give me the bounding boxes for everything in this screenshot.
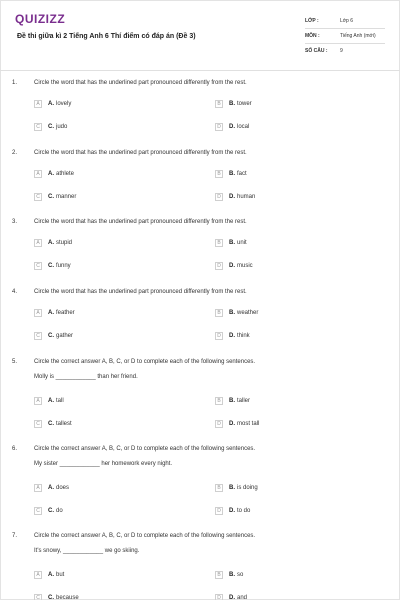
option-letter: A. <box>48 240 54 246</box>
option-letter: C. <box>48 421 54 427</box>
option-letter: C. <box>48 333 54 339</box>
answer-option[interactable] <box>34 483 69 493</box>
question-number: 2. <box>12 150 18 156</box>
question-prompt: Circle the correct answer A, B, C, or D to complete each of the following sentences. <box>34 533 256 539</box>
option-text: feather <box>56 310 75 316</box>
answer-option[interactable] <box>215 570 243 580</box>
answer-option[interactable] <box>34 261 71 271</box>
option-checkbox[interactable]: D <box>215 594 223 600</box>
question-number: 4. <box>12 289 18 295</box>
worksheet-title: Đề thi giữa kì 2 Tiếng Anh 6 Thí điểm có đáp án (Đề 3) <box>17 33 196 40</box>
question-prompt: Circle the word that has the underlined part pronounced differently from the rest. <box>34 219 247 225</box>
option-text: fact <box>237 171 247 177</box>
answer-option[interactable] <box>34 593 79 600</box>
option-checkbox[interactable]: A <box>34 100 42 108</box>
answer-option[interactable] <box>34 169 74 179</box>
question-sentence: My sister ____________ her homework every night. <box>34 461 173 467</box>
option-letter: C. <box>48 194 54 200</box>
worksheet-meta <box>305 14 385 58</box>
question-number: 7. <box>12 533 18 539</box>
option-checkbox[interactable]: D <box>215 262 223 270</box>
option-text: human <box>237 194 256 200</box>
option-checkbox[interactable]: C <box>34 594 42 600</box>
option-checkbox[interactable]: C <box>34 262 42 270</box>
option-checkbox[interactable]: C <box>34 332 42 340</box>
option-checkbox[interactable]: A <box>34 484 42 492</box>
answer-option[interactable] <box>215 261 253 271</box>
option-checkbox[interactable]: A <box>34 397 42 405</box>
option-letter: D. <box>229 124 235 130</box>
answer-option[interactable] <box>215 308 258 318</box>
option-letter: C. <box>48 508 54 514</box>
worksheet-header <box>0 0 400 70</box>
option-checkbox[interactable]: B <box>215 309 223 317</box>
meta-value: 9 <box>340 48 343 54</box>
question-block <box>0 446 400 518</box>
answer-option[interactable] <box>215 122 249 132</box>
question-block <box>0 219 400 273</box>
option-letter: C. <box>48 124 54 130</box>
meta-label: SỐ CÂU : <box>305 48 328 54</box>
answer-option[interactable] <box>34 419 72 429</box>
option-text: stupid <box>56 240 73 246</box>
option-checkbox[interactable]: B <box>215 571 223 579</box>
option-letter: A. <box>48 310 54 316</box>
answer-option[interactable] <box>34 308 75 318</box>
option-letter: A. <box>48 101 54 107</box>
option-text: funny <box>56 263 71 269</box>
header-divider <box>0 70 400 71</box>
option-letter: A. <box>48 171 54 177</box>
option-letter: C. <box>48 263 54 269</box>
option-checkbox[interactable]: C <box>34 507 42 515</box>
option-text: tall <box>56 398 64 404</box>
option-checkbox[interactable]: D <box>215 193 223 201</box>
question-prompt: Circle the word that has the underlined part pronounced differently from the rest. <box>34 150 247 156</box>
answer-option[interactable] <box>215 192 255 202</box>
answer-option[interactable] <box>215 169 247 179</box>
answer-option[interactable] <box>34 396 64 406</box>
option-checkbox[interactable]: C <box>34 123 42 131</box>
question-prompt: Circle the correct answer A, B, C, or D to complete each of the following sentences. <box>34 446 256 452</box>
quizizz-logo: QUIZIZZ <box>15 12 66 26</box>
option-checkbox[interactable]: B <box>215 397 223 405</box>
option-text: taller <box>237 398 251 404</box>
option-letter: C. <box>48 595 54 600</box>
option-letter: B. <box>229 485 235 491</box>
answer-option[interactable] <box>34 122 67 132</box>
option-letter: D. <box>229 595 235 600</box>
meta-row-count <box>305 44 385 58</box>
option-text: manner <box>56 194 77 200</box>
question-block <box>0 359 400 431</box>
option-text: to do <box>237 508 251 514</box>
option-text: does <box>56 485 70 491</box>
question-block <box>0 289 400 343</box>
option-checkbox[interactable]: A <box>34 309 42 317</box>
option-text: judo <box>56 124 68 130</box>
option-letter: D. <box>229 194 235 200</box>
meta-label: MÔN : <box>305 33 320 39</box>
option-letter: B. <box>229 240 235 246</box>
option-letter: A. <box>48 398 54 404</box>
option-checkbox[interactable]: D <box>215 123 223 131</box>
option-text: so <box>237 572 244 578</box>
option-letter: B. <box>229 310 235 316</box>
question-number: 6. <box>12 446 18 452</box>
option-text: is doing <box>237 485 258 491</box>
option-letter: B. <box>229 398 235 404</box>
option-checkbox[interactable]: B <box>215 170 223 178</box>
option-text: weather <box>237 310 259 316</box>
meta-row-subject <box>305 29 385 44</box>
option-letter: A. <box>48 485 54 491</box>
answer-option[interactable] <box>34 331 73 341</box>
option-text: gather <box>56 333 74 339</box>
answer-option[interactable] <box>215 396 250 406</box>
option-text: lovely <box>56 101 72 107</box>
answer-option[interactable] <box>215 99 252 109</box>
option-letter: D. <box>229 421 235 427</box>
option-checkbox[interactable]: B <box>215 484 223 492</box>
option-letter: B. <box>229 171 235 177</box>
option-text: think <box>237 333 250 339</box>
option-checkbox[interactable]: B <box>215 239 223 247</box>
question-block <box>0 150 400 204</box>
question-sentence: Molly is ____________ than her friend. <box>34 374 138 380</box>
option-letter: D. <box>229 333 235 339</box>
option-text: and <box>237 595 248 600</box>
answer-option[interactable] <box>34 238 72 248</box>
option-checkbox[interactable]: D <box>215 507 223 515</box>
option-checkbox[interactable]: A <box>34 571 42 579</box>
option-text: tallest <box>56 421 72 427</box>
question-block <box>0 533 400 600</box>
option-letter: B. <box>229 572 235 578</box>
option-letter: D. <box>229 508 235 514</box>
answer-option[interactable] <box>215 506 250 516</box>
option-checkbox[interactable]: D <box>215 332 223 340</box>
option-checkbox[interactable]: A <box>34 170 42 178</box>
option-letter: A. <box>48 572 54 578</box>
option-text: athlete <box>56 171 75 177</box>
question-prompt: Circle the word that has the underlined part pronounced differently from the rest. <box>34 80 247 86</box>
question-prompt: Circle the correct answer A, B, C, or D to complete each of the following sentences. <box>34 359 256 365</box>
option-text: but <box>56 572 65 578</box>
option-letter: D. <box>229 263 235 269</box>
answer-option[interactable] <box>215 593 247 600</box>
answer-option[interactable] <box>215 331 250 341</box>
option-text: tower <box>237 101 252 107</box>
option-text: music <box>237 263 253 269</box>
meta-value: Lớp 6 <box>340 18 354 24</box>
answer-option[interactable] <box>215 238 247 248</box>
answer-option[interactable] <box>215 419 259 429</box>
option-text: because <box>56 595 79 600</box>
question-block <box>0 80 400 134</box>
option-checkbox[interactable]: A <box>34 239 42 247</box>
answer-option[interactable] <box>34 99 71 109</box>
answer-option[interactable] <box>34 192 76 202</box>
meta-label: LỚP : <box>305 18 319 24</box>
question-sentence: It's snowy, ____________ we go skiing. <box>34 548 140 554</box>
option-text: do <box>56 508 63 514</box>
question-prompt: Circle the word that has the underlined part pronounced differently from the rest. <box>34 289 247 295</box>
meta-row-class <box>305 14 385 29</box>
option-letter: B. <box>229 101 235 107</box>
option-checkbox[interactable]: C <box>34 193 42 201</box>
option-checkbox[interactable]: D <box>215 420 223 428</box>
question-number: 1. <box>12 80 18 86</box>
option-text: local <box>237 124 250 130</box>
answer-option[interactable] <box>215 483 258 493</box>
option-text: unit <box>237 240 247 246</box>
answer-option[interactable] <box>34 506 63 516</box>
question-number: 5. <box>12 359 18 365</box>
meta-value: Tiếng Anh (mới) <box>340 33 376 39</box>
answer-option[interactable] <box>34 570 64 580</box>
question-number: 3. <box>12 219 18 225</box>
option-checkbox[interactable]: C <box>34 420 42 428</box>
option-checkbox[interactable]: B <box>215 100 223 108</box>
option-text: most tall <box>237 421 260 427</box>
